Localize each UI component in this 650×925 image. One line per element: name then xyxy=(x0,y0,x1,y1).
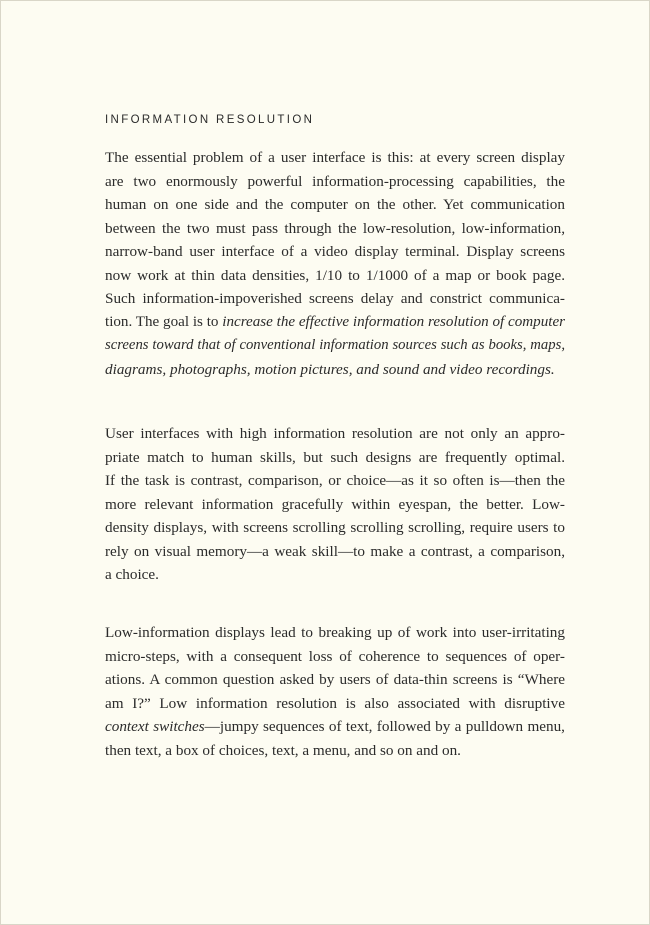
text-line: are two enormously powerful information-processing capabilities, the xyxy=(105,172,565,190)
text-line: more relevant information gracefully within eyespan, the better. Low- xyxy=(105,495,565,513)
text-line: The essential problem of a user interface is this: at every screen display xyxy=(105,149,565,166)
text-line: Low-information displays lead to breaking up of work into user-irritating xyxy=(105,624,565,641)
text-line: ations. A common question asked by users of data-thin screens is “Where xyxy=(105,671,565,688)
text-line: human on one side and the computer on the other. Yet communication xyxy=(105,196,565,213)
text-line: density displays, with screens scrolling scrolling scrolling, require users to xyxy=(105,519,565,536)
italic-emphasis: context switches xyxy=(105,718,205,735)
paragraph-2 xyxy=(105,422,565,587)
text-line: priate match to human skills, but such designs are frequently optimal. xyxy=(105,448,565,466)
section-heading: INFORMATION RESOLUTION xyxy=(105,114,315,126)
italic-emphasis: screens toward that of conventional information sources such as books, maps, xyxy=(105,337,565,353)
text-line: between the two must pass through the low-resolution, low-information, xyxy=(105,219,565,237)
text-line: now work at thin data densities, 1/10 to 1/1000 of a map or book page. xyxy=(105,266,565,284)
text-run: tion. The goal is to xyxy=(105,313,223,330)
text-line xyxy=(105,715,565,739)
text-line: am I?” Low information resolution is also associated with disruptive xyxy=(105,694,565,712)
text-line xyxy=(105,311,565,335)
paragraph-3 xyxy=(105,621,565,762)
text-run: —jumpy sequences of text, followed by a pulldown menu, xyxy=(204,718,565,735)
italic-emphasis: diagrams, photographs, motion pictures, and sound and video recordings. xyxy=(105,360,555,378)
text-line: narrow-band user interface of a video display terminal. Display screens xyxy=(105,243,565,260)
text-line xyxy=(105,334,565,358)
text-line: Such information-impoverished screens delay and constrict communica- xyxy=(105,290,565,307)
text-line: rely on visual memory—a weak skill—to make a contrast, a comparison, xyxy=(105,542,565,560)
text-line: then text, a box of choices, text, a menu, and so on and on. xyxy=(105,741,461,759)
text-line: If the task is contrast, comparison, or choice—as it so often is—then the xyxy=(105,472,565,489)
paragraph-1 xyxy=(105,146,565,381)
text-line: User interfaces with high information resolution are not only an appro- xyxy=(105,425,565,442)
text-line: a choice. xyxy=(105,566,159,583)
italic-emphasis: increase the effective information resolution of computer xyxy=(222,313,566,330)
text-line xyxy=(105,358,565,382)
text-line: micro-steps, with a consequent loss of coherence to sequences of oper- xyxy=(105,647,565,665)
